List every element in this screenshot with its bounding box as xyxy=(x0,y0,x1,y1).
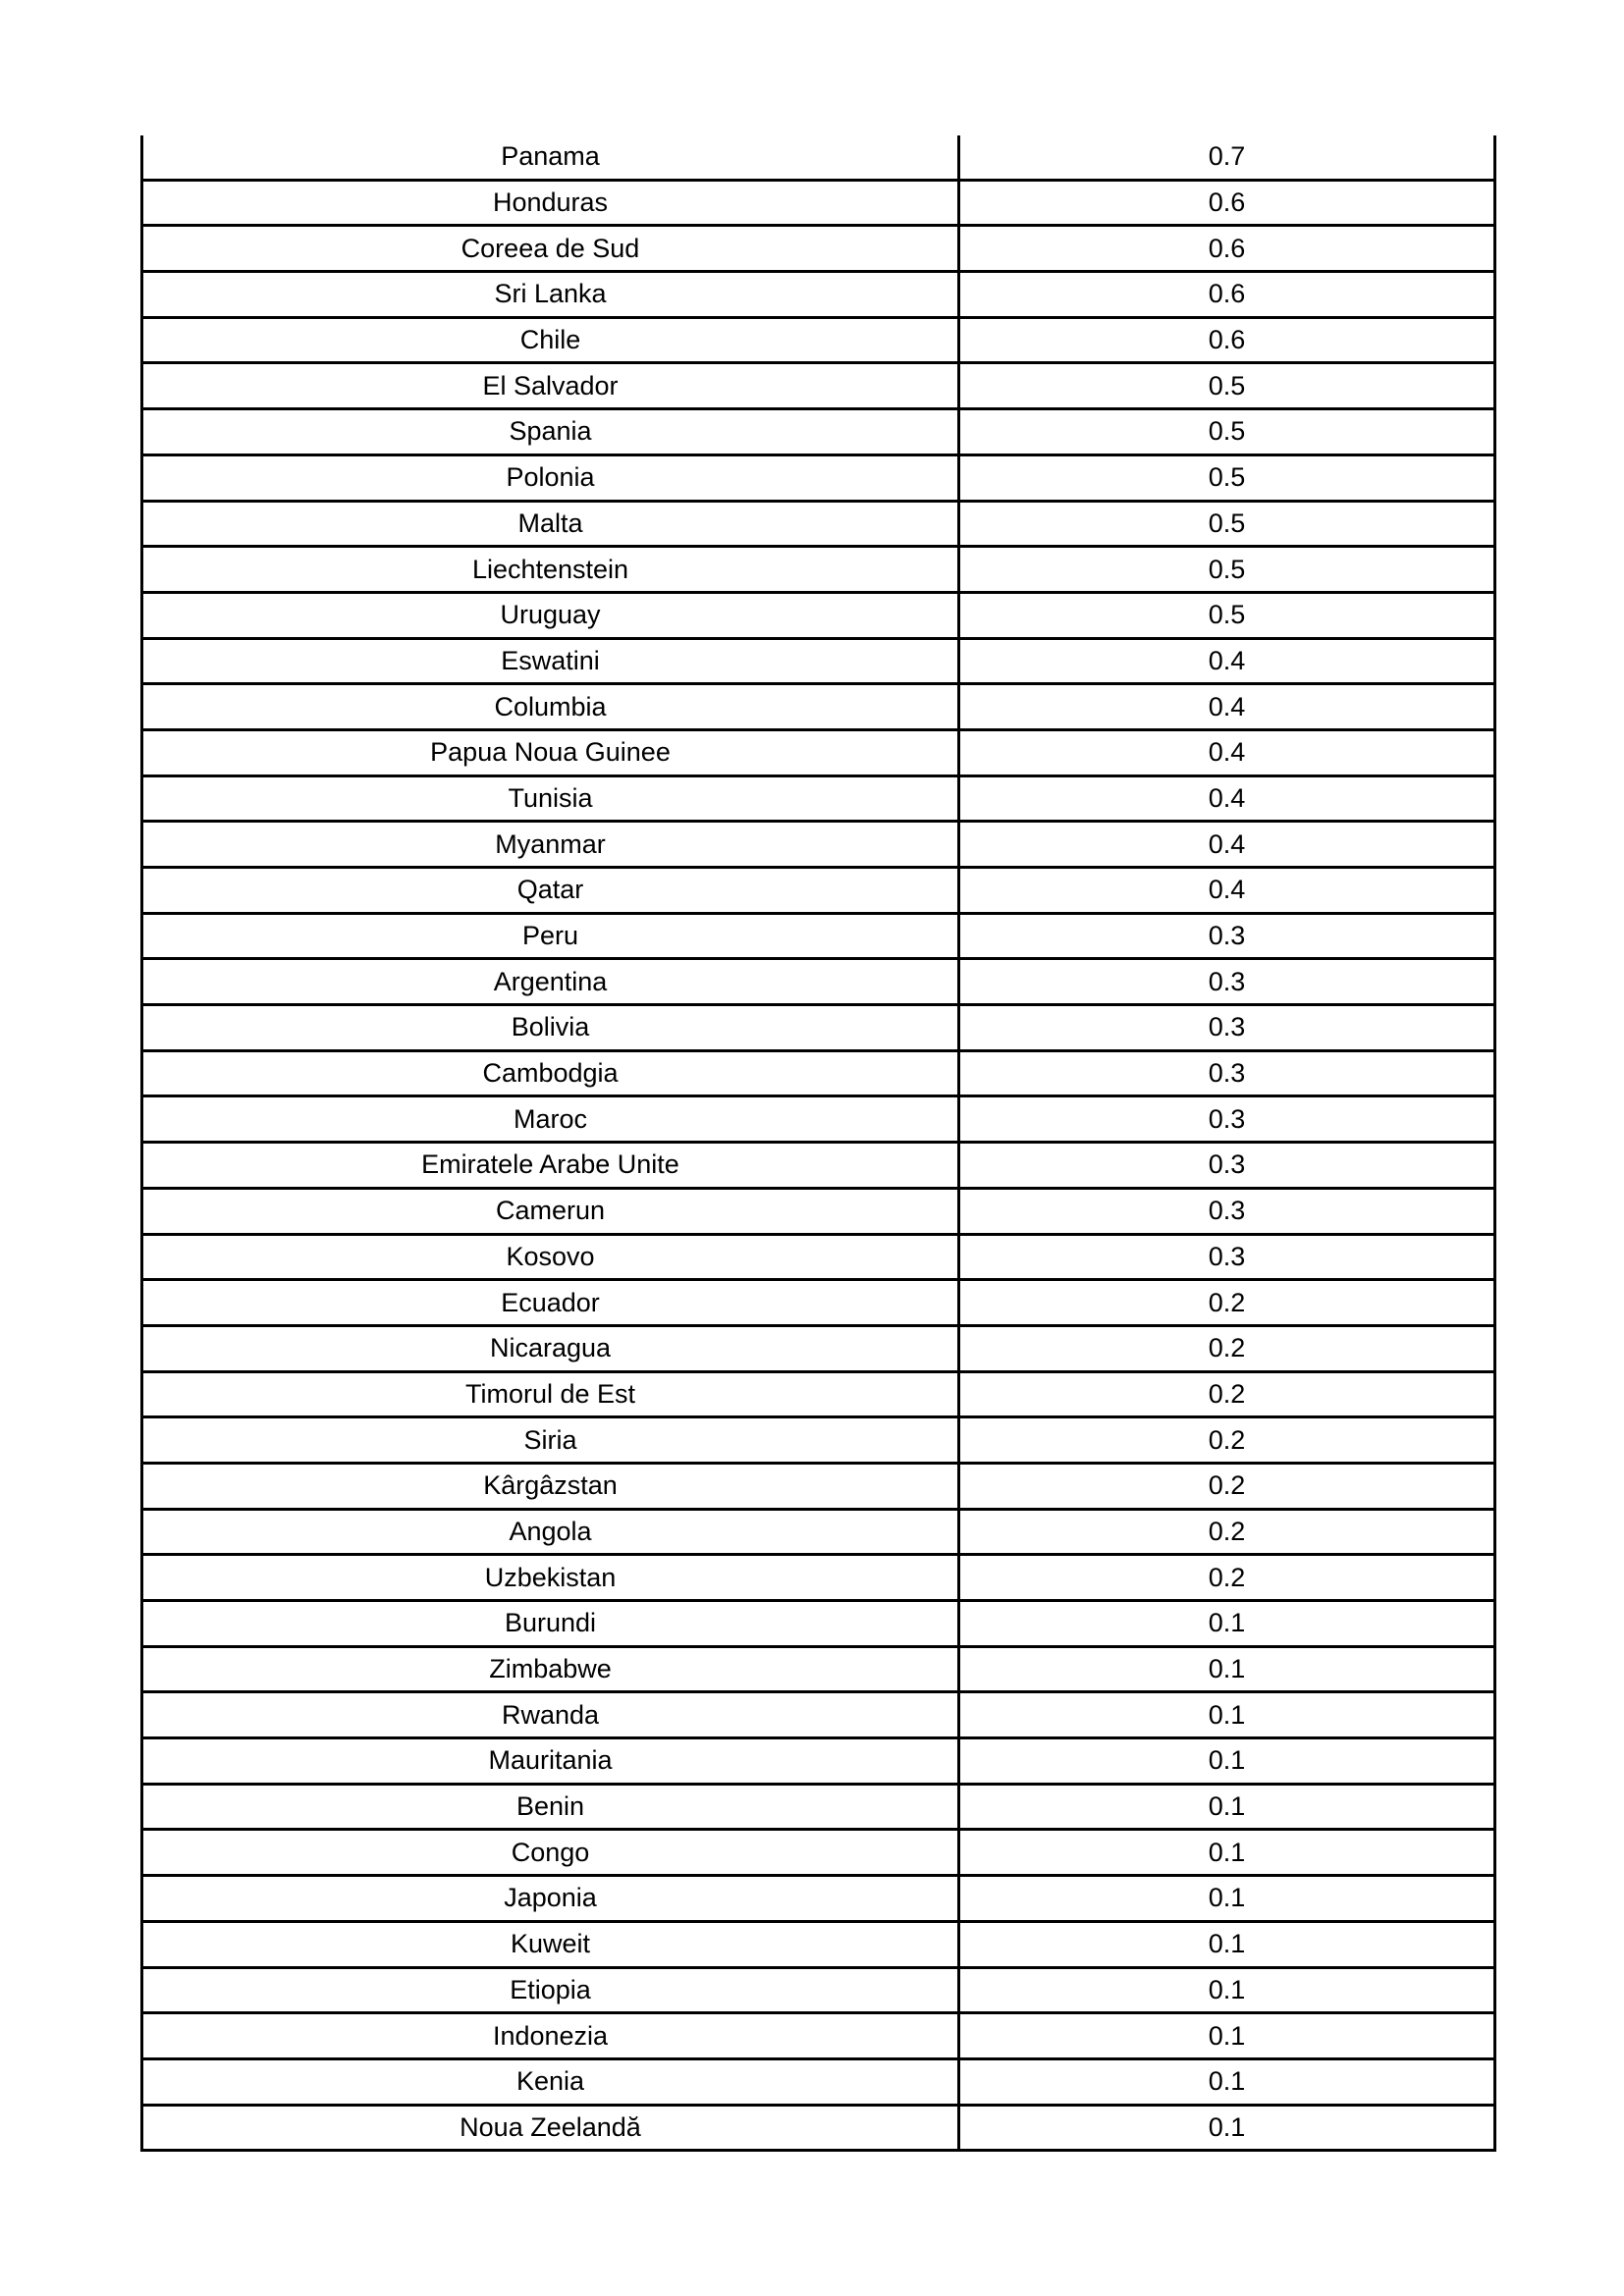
value-cell: 0.5 xyxy=(959,454,1495,501)
table-row xyxy=(142,1417,1495,1464)
table-body xyxy=(142,135,1495,2151)
country-cell: Eswatini xyxy=(142,638,959,684)
country-cell: Burundi xyxy=(142,1601,959,1647)
country-cell: Peru xyxy=(142,913,959,959)
table-row xyxy=(142,1601,1495,1647)
value-cell: 0.1 xyxy=(959,1876,1495,1922)
country-cell: Qatar xyxy=(142,868,959,914)
country-cell: Ecuador xyxy=(142,1280,959,1326)
table-row xyxy=(142,868,1495,914)
value-cell: 0.6 xyxy=(959,317,1495,363)
value-cell: 0.1 xyxy=(959,1967,1495,2013)
value-cell: 0.1 xyxy=(959,1921,1495,1967)
table-row xyxy=(142,1096,1495,1143)
value-cell: 0.3 xyxy=(959,913,1495,959)
country-cell: Coreea de Sud xyxy=(142,226,959,272)
country-cell: Bolivia xyxy=(142,1005,959,1051)
table-row xyxy=(142,1830,1495,1876)
country-cell: Argentina xyxy=(142,959,959,1005)
value-cell: 0.4 xyxy=(959,729,1495,775)
table-row xyxy=(142,135,1495,180)
value-cell: 0.2 xyxy=(959,1325,1495,1371)
country-cell: Rwanda xyxy=(142,1692,959,1738)
table-row xyxy=(142,180,1495,226)
country-cell: Spania xyxy=(142,409,959,455)
table-row xyxy=(142,2058,1495,2105)
value-cell: 0.4 xyxy=(959,868,1495,914)
value-cell: 0.4 xyxy=(959,638,1495,684)
table-row xyxy=(142,822,1495,868)
table-row xyxy=(142,959,1495,1005)
table-row xyxy=(142,1738,1495,1785)
country-cell: Congo xyxy=(142,1830,959,1876)
table-row xyxy=(142,729,1495,775)
country-cell: Tunisia xyxy=(142,775,959,822)
country-cell: Timorul de Est xyxy=(142,1371,959,1417)
table-row xyxy=(142,2013,1495,2059)
value-cell: 0.5 xyxy=(959,363,1495,409)
country-cell: Etiopia xyxy=(142,1967,959,2013)
country-cell: Kosovo xyxy=(142,1234,959,1280)
table-row xyxy=(142,913,1495,959)
value-cell: 0.2 xyxy=(959,1280,1495,1326)
table-row xyxy=(142,1555,1495,1601)
value-cell: 0.6 xyxy=(959,272,1495,318)
country-value-table xyxy=(140,135,1496,2152)
table-row xyxy=(142,1967,1495,2013)
country-cell: Zimbabwe xyxy=(142,1646,959,1692)
table-row xyxy=(142,1784,1495,1830)
value-cell: 0.2 xyxy=(959,1463,1495,1509)
table-row xyxy=(142,1234,1495,1280)
value-cell: 0.2 xyxy=(959,1509,1495,1555)
country-cell: Siria xyxy=(142,1417,959,1464)
value-cell: 0.6 xyxy=(959,180,1495,226)
table-row xyxy=(142,317,1495,363)
value-cell: 0.5 xyxy=(959,547,1495,593)
country-cell: Kârgâzstan xyxy=(142,1463,959,1509)
table-row xyxy=(142,1050,1495,1096)
value-cell: 0.2 xyxy=(959,1417,1495,1464)
value-cell: 0.1 xyxy=(959,1830,1495,1876)
value-cell: 0.3 xyxy=(959,1143,1495,1189)
country-cell: Cambodgia xyxy=(142,1050,959,1096)
country-cell: El Salvador xyxy=(142,363,959,409)
table-row xyxy=(142,1509,1495,1555)
table-row xyxy=(142,2105,1495,2151)
table-row xyxy=(142,1005,1495,1051)
table-row xyxy=(142,1325,1495,1371)
table-row xyxy=(142,684,1495,730)
value-cell: 0.6 xyxy=(959,226,1495,272)
value-cell: 0.1 xyxy=(959,2013,1495,2059)
table-row xyxy=(142,638,1495,684)
value-cell: 0.7 xyxy=(959,135,1495,180)
value-cell: 0.2 xyxy=(959,1371,1495,1417)
table-row xyxy=(142,409,1495,455)
table-row xyxy=(142,363,1495,409)
value-cell: 0.1 xyxy=(959,1738,1495,1785)
table-row xyxy=(142,1188,1495,1234)
table-row xyxy=(142,1692,1495,1738)
value-cell: 0.3 xyxy=(959,1234,1495,1280)
table-row xyxy=(142,501,1495,547)
country-cell: Nicaragua xyxy=(142,1325,959,1371)
country-cell: Chile xyxy=(142,317,959,363)
table-row xyxy=(142,1463,1495,1509)
country-cell: Myanmar xyxy=(142,822,959,868)
value-cell: 0.1 xyxy=(959,1692,1495,1738)
table-row xyxy=(142,1876,1495,1922)
value-cell: 0.4 xyxy=(959,775,1495,822)
country-cell: Polonia xyxy=(142,454,959,501)
value-cell: 0.1 xyxy=(959,1646,1495,1692)
table-row xyxy=(142,1646,1495,1692)
country-cell: Liechtenstein xyxy=(142,547,959,593)
value-cell: 0.1 xyxy=(959,1601,1495,1647)
country-cell: Columbia xyxy=(142,684,959,730)
table-row xyxy=(142,226,1495,272)
country-cell: Sri Lanka xyxy=(142,272,959,318)
table-row xyxy=(142,272,1495,318)
country-cell: Malta xyxy=(142,501,959,547)
table-row xyxy=(142,1143,1495,1189)
country-cell: Panama xyxy=(142,135,959,180)
country-cell: Camerun xyxy=(142,1188,959,1234)
country-cell: Benin xyxy=(142,1784,959,1830)
country-cell: Papua Noua Guinee xyxy=(142,729,959,775)
value-cell: 0.3 xyxy=(959,959,1495,1005)
country-cell: Maroc xyxy=(142,1096,959,1143)
value-cell: 0.2 xyxy=(959,1555,1495,1601)
table-row xyxy=(142,1921,1495,1967)
value-cell: 0.3 xyxy=(959,1096,1495,1143)
country-cell: Kenia xyxy=(142,2058,959,2105)
table-row xyxy=(142,454,1495,501)
country-cell: Kuweit xyxy=(142,1921,959,1967)
country-cell: Indonezia xyxy=(142,2013,959,2059)
country-cell: Emiratele Arabe Unite xyxy=(142,1143,959,1189)
value-cell: 0.3 xyxy=(959,1188,1495,1234)
value-cell: 0.1 xyxy=(959,1784,1495,1830)
value-cell: 0.3 xyxy=(959,1050,1495,1096)
table-row xyxy=(142,775,1495,822)
value-cell: 0.3 xyxy=(959,1005,1495,1051)
value-cell: 0.1 xyxy=(959,2105,1495,2151)
country-cell: Uruguay xyxy=(142,592,959,638)
value-cell: 0.4 xyxy=(959,822,1495,868)
country-cell: Uzbekistan xyxy=(142,1555,959,1601)
value-cell: 0.4 xyxy=(959,684,1495,730)
country-cell: Angola xyxy=(142,1509,959,1555)
table-row xyxy=(142,1371,1495,1417)
value-cell: 0.5 xyxy=(959,409,1495,455)
table-row xyxy=(142,592,1495,638)
country-cell: Honduras xyxy=(142,180,959,226)
table-row xyxy=(142,547,1495,593)
country-cell: Mauritania xyxy=(142,1738,959,1785)
value-cell: 0.5 xyxy=(959,501,1495,547)
country-cell: Japonia xyxy=(142,1876,959,1922)
table-row xyxy=(142,1280,1495,1326)
value-cell: 0.1 xyxy=(959,2058,1495,2105)
value-cell: 0.5 xyxy=(959,592,1495,638)
country-cell: Noua Zeelandă xyxy=(142,2105,959,2151)
